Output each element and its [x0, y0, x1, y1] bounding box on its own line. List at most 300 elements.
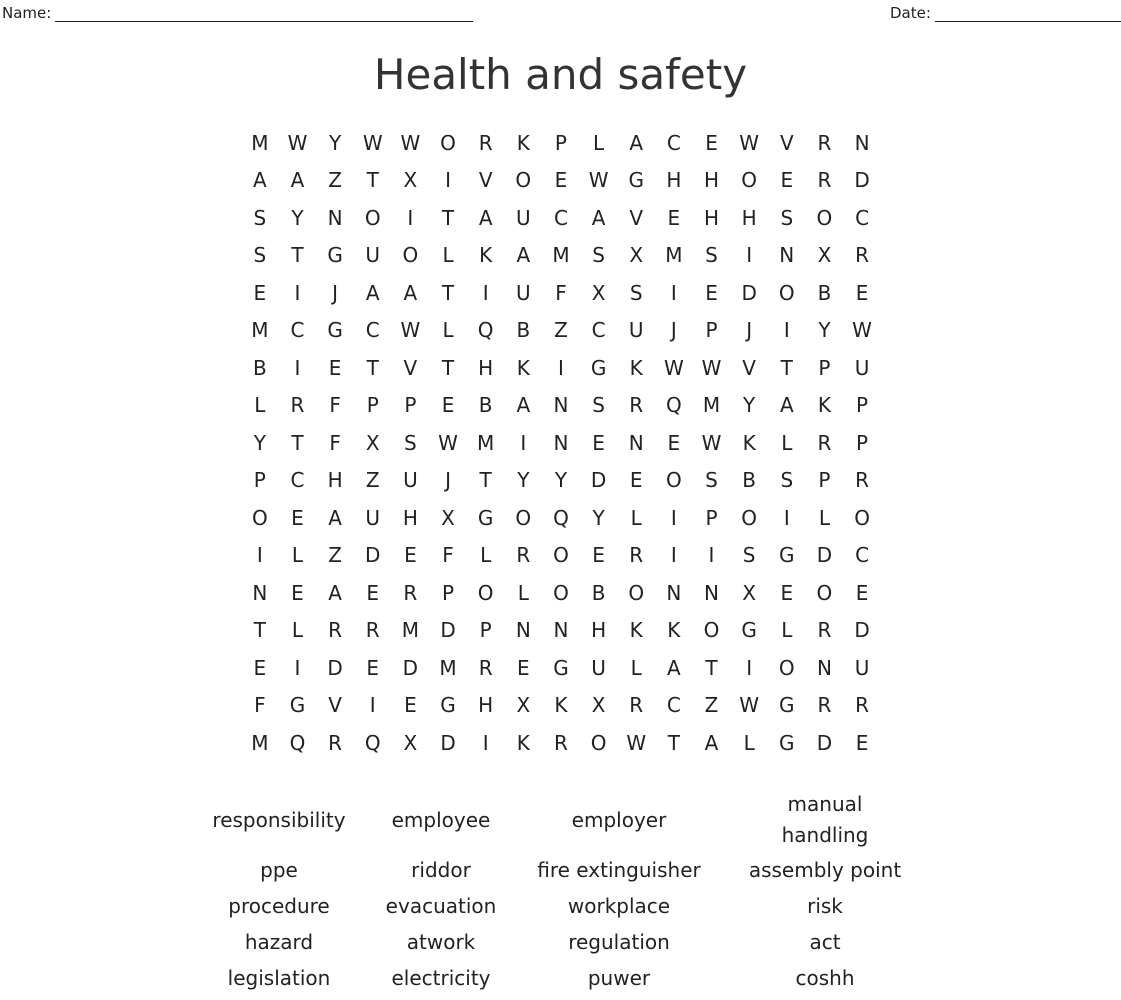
grid-letter: H [478, 693, 494, 718]
word-bank-item: assembly point [748, 857, 902, 882]
grid-letter: B [478, 393, 493, 418]
grid-letter: X [817, 243, 832, 268]
grid-letter: V [478, 168, 493, 193]
grid-letter: R [629, 693, 644, 718]
grid-letter: K [516, 130, 530, 155]
grid-letter: I [783, 318, 790, 343]
grid-letter: S [705, 468, 718, 493]
grid-letter: Y [517, 468, 530, 493]
grid-letter: T [667, 730, 680, 755]
grid-letter: O [553, 543, 569, 568]
grid-letter: G [628, 168, 644, 193]
name-field[interactable] [2, 4, 473, 22]
grid-letter: N [553, 393, 569, 418]
grid-letter: L [254, 393, 266, 418]
grid-letter: E [667, 205, 681, 230]
grid-letter: I [670, 543, 677, 568]
grid-letter: W [852, 318, 872, 343]
grid-letter: Y [291, 205, 304, 230]
grid-letter: Y [743, 393, 756, 418]
page-title: Health and safety [373, 50, 748, 99]
grid-letter: A [252, 168, 267, 193]
grid-letter: N [327, 205, 343, 230]
grid-letter: D [327, 655, 343, 680]
grid-letter: I [256, 543, 263, 568]
grid-letter: P [818, 468, 831, 493]
grid-letter: A [516, 393, 531, 418]
grid-letter: D [402, 655, 419, 680]
grid-letter: P [705, 505, 718, 530]
grid-letter: O [665, 468, 682, 493]
grid-letter: S [592, 393, 605, 418]
grid-letter: X [742, 580, 756, 605]
grid-letter: E [404, 693, 417, 718]
grid-letter: F [329, 393, 341, 418]
grid-letter: Q [665, 393, 682, 418]
word-bank-item: riddor [411, 857, 471, 882]
grid-letter: R [478, 655, 493, 680]
grid-letter: H [741, 205, 757, 230]
grid-letter: P [554, 130, 567, 155]
grid-letter: E [328, 355, 342, 380]
grid-letter: P [856, 430, 869, 455]
name-label: Name: [2, 4, 52, 22]
grid-letter: R [855, 468, 870, 493]
grid-letter: X [629, 243, 644, 268]
grid-letter: C [666, 130, 681, 155]
grid-letter: I [445, 168, 451, 193]
grid-letter: W [739, 693, 760, 718]
grid-letter: O [778, 280, 795, 305]
grid-letter: W [400, 130, 421, 155]
grid-letter: L [291, 543, 304, 568]
grid-letter: G [327, 318, 343, 343]
grid-letter: G [553, 655, 569, 680]
grid-letter: U [591, 655, 606, 680]
grid-letter: U [403, 468, 418, 493]
grid-letter: M [251, 130, 269, 155]
grid-letter: D [365, 543, 381, 568]
grid-letter: R [817, 618, 832, 643]
grid-letter: K [516, 355, 530, 380]
grid-letter: O [477, 580, 494, 605]
grid-letter: R [817, 168, 832, 193]
grid-letter: A [667, 655, 681, 680]
grid-letter: U [854, 355, 870, 380]
grid-letter: K [817, 393, 831, 418]
grid-letter: U [515, 205, 531, 230]
grid-letter: B [252, 355, 267, 380]
grid-letter: L [442, 243, 454, 268]
grid-letter: H [327, 468, 343, 493]
grid-letter: M [439, 655, 457, 680]
grid-letter: W [739, 130, 760, 155]
grid-letter: I [670, 280, 677, 305]
grid-letter: J [670, 318, 677, 343]
grid-letter: R [478, 130, 493, 155]
grid-letter: T [366, 168, 379, 193]
grid-letter: B [742, 468, 757, 493]
grid-letter: A [629, 130, 644, 155]
grid-letter: O [251, 505, 268, 530]
grid-letter: I [557, 355, 564, 380]
grid-letter: T [705, 655, 718, 680]
grid-letter: J [746, 318, 753, 343]
grid-letter: H [703, 205, 720, 230]
grid-letter: G [779, 693, 795, 718]
grid-letter: D [816, 543, 833, 568]
grid-letter: A [290, 168, 305, 193]
grid-letter: P [441, 580, 455, 605]
grid-letter: Q [477, 318, 494, 343]
word-bank-item: responsibility [212, 807, 346, 832]
grid-letter: R [817, 693, 832, 718]
name-line[interactable] [55, 7, 473, 22]
grid-letter: O [854, 505, 870, 530]
grid-letter: N [515, 618, 531, 643]
grid-letter: B [591, 580, 606, 605]
grid-letter: J [445, 468, 451, 493]
grid-letter: V [629, 205, 644, 230]
grid-letter: O [402, 243, 419, 268]
grid-letter: E [592, 543, 605, 568]
grid-letter: Q [553, 505, 569, 530]
grid-letter: A [328, 580, 342, 605]
grid-letter: R [629, 393, 644, 418]
grid-letter: S [253, 243, 267, 268]
grid-letter: P [404, 393, 417, 418]
grid-letter: P [705, 318, 718, 343]
grid-letter: R [328, 618, 343, 643]
grid-letter: V [403, 355, 418, 380]
grid-letter: A [779, 393, 794, 418]
grid-letter: N [553, 618, 569, 643]
grid-letter: D [741, 280, 757, 305]
grid-letter: L [743, 730, 755, 755]
word-bank-item: risk [807, 893, 843, 918]
grid-letter: B [516, 318, 531, 343]
grid-letter: N [666, 580, 682, 605]
grid-letter: E [855, 280, 869, 305]
grid-letter: N [704, 580, 719, 605]
grid-letter: M [251, 318, 269, 343]
grid-letter: L [480, 543, 492, 568]
grid-letter: R [817, 430, 832, 455]
grid-letter: T [441, 280, 455, 305]
grid-letter: A [516, 243, 531, 268]
grid-letter: G [440, 693, 456, 718]
grid-letter: R [855, 693, 870, 718]
grid-letter: E [366, 655, 380, 680]
grid-letter: K [629, 355, 643, 380]
grid-letter: C [365, 318, 380, 343]
grid-letter: A [478, 205, 493, 230]
grid-letter: R [629, 543, 644, 568]
grid-letter: C [855, 543, 870, 568]
grid-letter: Y [818, 318, 831, 343]
grid-letter: M [477, 430, 495, 455]
grid-letter: Y [328, 130, 342, 155]
grid-letter: E [780, 168, 794, 193]
grid-letter: X [403, 730, 418, 755]
grid-letter: W [663, 355, 684, 380]
grid-letter: L [291, 618, 304, 643]
grid-letter: G [327, 243, 343, 268]
grid-letter: L [517, 580, 529, 605]
grid-letter: H [591, 618, 607, 643]
grid-letter: W [438, 430, 458, 455]
grid-letter: R [365, 618, 380, 643]
grid-letter: R [553, 730, 568, 755]
grid-letter: F [329, 430, 341, 455]
grid-letter: O [816, 205, 833, 230]
grid-letter: W [701, 355, 722, 380]
grid-letter: F [254, 693, 266, 718]
grid-letter: O [741, 505, 758, 530]
grid-letter: U [365, 505, 381, 530]
grid-letter: X [591, 280, 606, 305]
grid-letter: Q [289, 730, 306, 755]
grid-letter: O [816, 580, 833, 605]
grid-letter: Z [704, 693, 719, 718]
grid-letter: R [516, 543, 531, 568]
grid-letter: J [332, 280, 339, 305]
grid-letter: O [553, 580, 569, 605]
grid-letter: D [854, 168, 870, 193]
grid-letter: D [854, 618, 870, 643]
grid-letter: R [290, 393, 305, 418]
word-bank-item: employee [391, 807, 491, 832]
grid-letter: E [291, 505, 304, 530]
grid-letter: L [630, 655, 642, 680]
grid-letter: M [702, 393, 721, 418]
grid-letter: E [667, 430, 681, 455]
grid-letter: A [704, 730, 719, 755]
grid-letter: W [287, 130, 308, 155]
grid-letter: E [554, 168, 568, 193]
grid-letter: L [818, 505, 830, 530]
grid-letter: X [365, 430, 380, 455]
grid-letter: I [520, 430, 527, 455]
grid-letter: I [783, 505, 790, 530]
grid-letter: Z [365, 468, 380, 493]
grid-letter: F [442, 543, 454, 568]
grid-letter: F [555, 280, 567, 305]
grid-letter: I [407, 205, 414, 230]
grid-letter: T [441, 205, 455, 230]
grid-letter: I [294, 280, 301, 305]
grid-letter: E [855, 730, 869, 755]
grid-letter: W [626, 730, 647, 755]
grid-letter: H [703, 168, 720, 193]
grid-letter: Y [592, 505, 605, 530]
word-bank-item: coshh [795, 965, 855, 990]
grid-letter: Z [328, 543, 342, 568]
grid-letter: C [290, 318, 305, 343]
grid-letter: L [593, 130, 605, 155]
grid-letter: Y [554, 468, 568, 493]
grid-letter: V [779, 130, 794, 155]
word-bank-item: ppe [260, 857, 298, 882]
grid-letter: O [440, 130, 456, 155]
grid-letter: P [366, 393, 379, 418]
grid-letter: H [666, 168, 682, 193]
grid-letter: E [629, 468, 643, 493]
grid-letter: E [366, 580, 380, 605]
grid-letter: R [817, 130, 832, 155]
grid-letter: S [705, 243, 718, 268]
word-bank-item: fire extinguisher [537, 857, 701, 882]
grid-letter: T [253, 618, 266, 643]
grid-letter: S [592, 243, 605, 268]
grid-letter: I [482, 730, 489, 755]
grid-letter: O [703, 618, 720, 643]
grid-letter: N [854, 130, 870, 155]
grid-letter: W [701, 430, 722, 455]
word-bank-item: puwer [587, 965, 651, 990]
grid-letter: Q [364, 730, 381, 755]
grid-letter: A [591, 205, 606, 230]
grid-letter: L [630, 505, 642, 530]
grid-letter: E [516, 655, 530, 680]
grid-letter: P [253, 468, 266, 493]
grid-letter: X [516, 693, 531, 718]
grid-letter: Y [253, 430, 266, 455]
grid-letter: I [482, 280, 489, 305]
word-bank [190, 788, 930, 996]
grid-letter: I [708, 543, 715, 568]
grid-letter: E [441, 393, 455, 418]
grid-letter: E [855, 580, 869, 605]
grid-letter: B [817, 280, 832, 305]
grid-letter: U [628, 318, 644, 343]
grid-letter: U [854, 655, 870, 680]
grid-letter: C [855, 205, 870, 230]
grid-letter: U [365, 243, 381, 268]
grid-letter: H [478, 355, 494, 380]
grid-letter: T [780, 355, 793, 380]
grid-letter: G [477, 505, 494, 530]
grid-letter: K [629, 618, 643, 643]
grid-letter: G [779, 730, 795, 755]
grid-letter: S [253, 205, 267, 230]
grid-letter: N [553, 430, 569, 455]
grid-letter: K [667, 618, 681, 643]
grid-letter: M [401, 618, 420, 643]
grid-letter: G [289, 693, 306, 718]
letter-grid [241, 124, 881, 762]
date-label: Date: [890, 4, 931, 22]
word-bank-item: hazard [244, 929, 314, 954]
word-bank-item: manual handling [781, 792, 869, 847]
grid-letter: E [705, 130, 718, 155]
grid-letter: S [629, 280, 643, 305]
grid-letter: Z [328, 168, 342, 193]
grid-letter: Z [554, 318, 568, 343]
grid-letter: M [552, 243, 570, 268]
grid-letter: O [778, 655, 795, 680]
grid-letter: H [402, 505, 418, 530]
grid-letter: C [666, 693, 681, 718]
grid-letter: G [590, 355, 607, 380]
grid-letter: S [780, 468, 794, 493]
grid-letter: D [590, 468, 607, 493]
grid-letter: N [816, 655, 832, 680]
grid-letter: I [294, 355, 301, 380]
grid-letter: E [404, 543, 417, 568]
grid-letter: R [855, 243, 870, 268]
grid-letter: I [746, 655, 753, 680]
grid-letter: E [780, 580, 794, 605]
grid-letter: D [816, 730, 833, 755]
grid-letter: E [705, 280, 718, 305]
grid-letter: V [742, 355, 756, 380]
word-bank-item: procedure [228, 893, 330, 918]
grid-letter: T [479, 468, 492, 493]
grid-letter: D [440, 730, 456, 755]
grid-letter: L [781, 618, 793, 643]
grid-letter: K [554, 693, 568, 718]
grid-letter: M [251, 730, 269, 755]
grid-letter: L [781, 430, 793, 455]
date-field[interactable] [890, 4, 1121, 22]
grid-letter: E [291, 580, 304, 605]
grid-letter: O [515, 505, 532, 530]
grid-letter: N [252, 580, 268, 605]
grid-letter: R [403, 580, 418, 605]
grid-letter: W [588, 168, 609, 193]
grid-letter: E [253, 655, 267, 680]
grid-letter: C [591, 318, 606, 343]
word-bank-item: evacuation [385, 893, 497, 918]
word-bank-item: regulation [568, 929, 670, 954]
grid-letter: P [856, 393, 869, 418]
grid-letter: U [515, 280, 531, 305]
grid-letter: G [741, 618, 757, 643]
grid-letter: N [779, 243, 795, 268]
grid-letter: E [253, 280, 267, 305]
grid-letter: S [404, 430, 417, 455]
grid-letter: O [628, 580, 645, 605]
grid-letter: A [403, 280, 418, 305]
grid-letter: W [362, 130, 383, 155]
grid-letter: P [818, 355, 831, 380]
grid-letter: V [328, 693, 342, 718]
grid-letter: N [628, 430, 644, 455]
word-bank-item: electricity [391, 965, 491, 990]
date-line[interactable] [935, 7, 1121, 22]
grid-letter: A [328, 505, 342, 530]
grid-letter: I [369, 693, 376, 718]
grid-letter: E [592, 430, 605, 455]
grid-letter: T [366, 355, 379, 380]
grid-letter: C [290, 468, 305, 493]
grid-letter: O [590, 730, 607, 755]
grid-letter: D [440, 618, 456, 643]
grid-letter: T [291, 430, 304, 455]
word-bank-item: workplace [567, 893, 671, 918]
grid-letter: P [479, 618, 492, 643]
grid-letter: C [553, 205, 568, 230]
grid-letter: S [780, 205, 794, 230]
grid-letter: T [291, 243, 304, 268]
grid-letter: O [364, 205, 381, 230]
grid-letter: R [328, 730, 343, 755]
grid-letter: T [441, 355, 455, 380]
grid-letter: L [442, 318, 454, 343]
word-bank-item: legislation [227, 965, 331, 990]
grid-letter: I [746, 243, 753, 268]
